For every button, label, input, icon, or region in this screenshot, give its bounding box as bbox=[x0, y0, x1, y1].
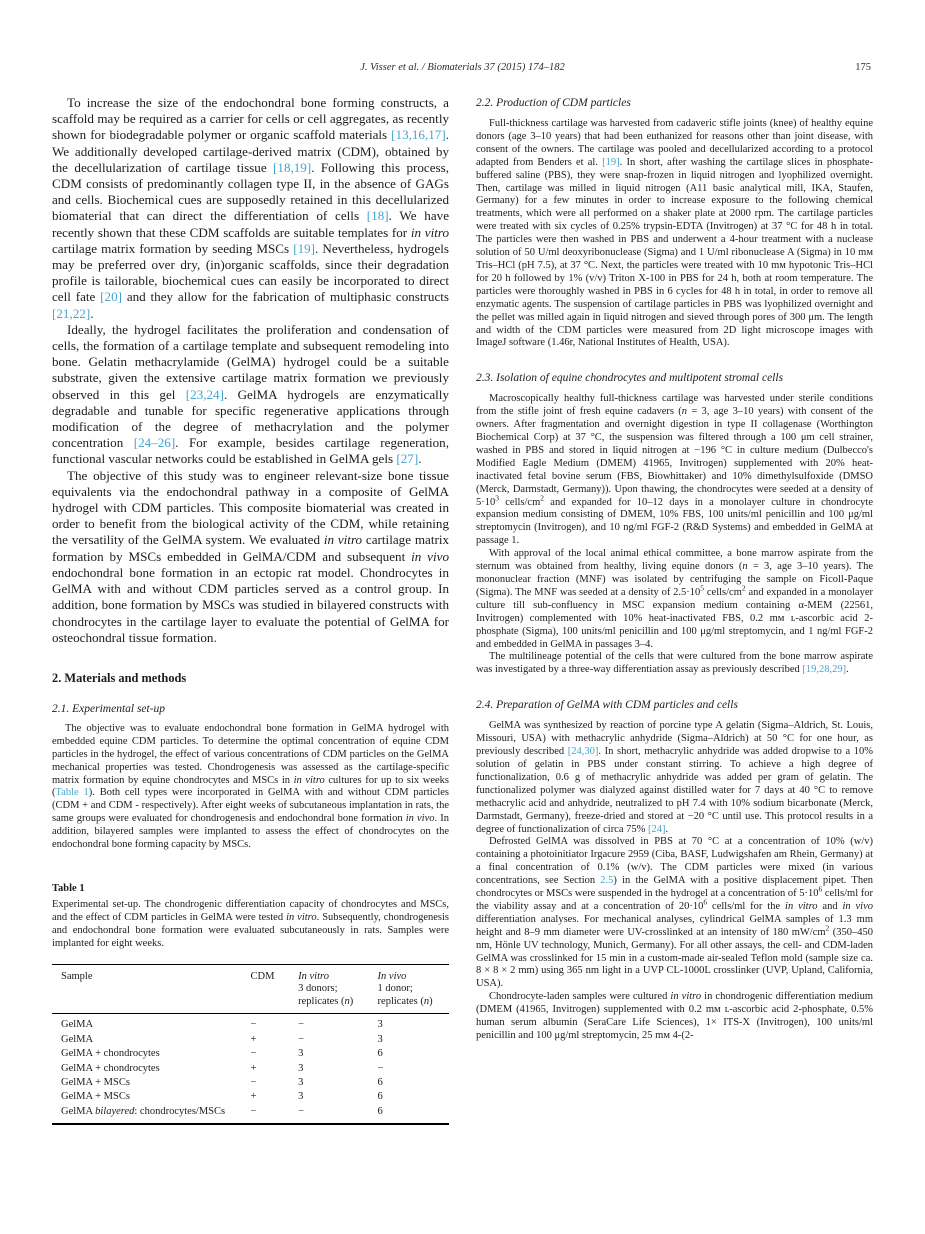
citation-link[interactable]: [24,30] bbox=[567, 746, 599, 758]
table-cell: − bbox=[377, 1062, 384, 1074]
subsection-heading: 2.4. Preparation of GelMA with CDM particles and cells bbox=[476, 699, 738, 712]
subsection-heading-experimental-setup: 2.1. Experimental set-up bbox=[52, 702, 166, 715]
paragraph: The objective of this study was to engineer relevant-size bone tissue equivalents via the endochondral pathway in a composite of GelMA hydrogel with CDM particles. This composite biomaterial was created in order to benefit from the biological activity of the CDM, while retaining the versatility of the GelMA system. We evaluated in vitro cartilage matrix formation by MSCs embedded in GelMA/CDM and subsequent in vivo endochondral bone formation in an ectopic rat model. Chondrocytes in GelMA with and without CDM particles served as a control group. In addition, bone formation by MSCs was studied in bilayered constructs with chondrocytes in the cartilage layer to evaluate the potential of GelMA for osteochondral tissue formation. bbox=[52, 467, 450, 645]
citation-link[interactable]: [18] bbox=[366, 208, 389, 224]
table-row bbox=[52, 1014, 449, 1033]
citation-link[interactable]: [23,24] bbox=[185, 386, 224, 402]
table-cell: 6 bbox=[377, 1105, 383, 1117]
section bbox=[476, 372, 873, 677]
paragraph: Ideally, the hydrogel facilitates the proliferation and condensation of cells, the formation of a cartilage template and subsequent remodeling into bone. Gelatin methacrylamide (GelMA) hydrogel could be a suitable substrate, given the extensive cartilage matrix formation we previously observed in this gel [23,24]. GelMA hydrogels are enzymatically degradable and tunable for specific regenerative applications through modification of the degree of methacrylation and the polymer concentration [24–26]. For example, besides cartilage regeneration, functional vascular networks could be established in GelMA gels [27]. bbox=[52, 321, 449, 467]
table-cell: 6 bbox=[377, 1077, 383, 1088]
table-row bbox=[52, 1062, 449, 1076]
column-header: In vivo 1 donor; replicates (n) bbox=[377, 970, 433, 1007]
paragraph: Chondrocyte-laden samples were cultured in vitro in chondrogenic differentiation medium (DMEM (41965, Invitrogen) supplemented with 0.2 mᴍ ʟ-ascorbic acid 2-phosphate, 0.5% human serum albumin (SeraCare Life Sciences), 1× ITS-X (Invitrogen), 100 units/ml penicillin and 100 μg/ml streptomycin, 25 mᴍ 4-(2- bbox=[476, 991, 874, 1041]
subsection-heading: 2.3. Isolation of equine chondrocytes and multipotent stromal cells bbox=[476, 372, 784, 385]
citation-link[interactable]: [18,19] bbox=[273, 159, 312, 175]
page-number: 175 bbox=[855, 62, 871, 73]
section bbox=[476, 97, 873, 350]
table-cell: − bbox=[298, 1019, 305, 1031]
citation-link[interactable]: [19] bbox=[602, 156, 620, 168]
table-cell: − bbox=[298, 1033, 305, 1045]
paragraph: Full-thickness cartilage was harvested from cadaveric stifle joints (knee) of healthy equine donors (age 3–10 years) that had been euthanized for reasons other than joint disease, with consent of the owners. The cartilage was pooled and decellularized according to a protocol adapted from Benders et al. [19]. In short, after washing the cartilage slices in phosphate-buffered saline (PBS), they were snap-frozen in liquid nitrogen and lyophilized overnight. Then, cartilage was milled in liquid nitrogen (A11 basic analytical mill, IKA, Staufen, Germany) for a few minutes in order to increase exposure to the following chemical treatments, which were all performed on a shaker plate at 2000 rpm. The cartilage particles were treated with six cycles of 0.25% trypsin-EDTA (Invitrogen) at 37 °C for 48 h in total. The particles were then washed in PBS and underwent a 4-hour treatment with a nuclease solution of 50 U/ml deoxyribonuclease (Sigma) and 1 U/ml ribonuclease A (Sigma) in 10 mᴍ Tris–HCl (pH 7.5), at 37 °C. Next, the particles were treated with 10 mᴍ hypotonic Tris–HCl for 20 h followed by 1% (v/v) Triton X-100 in PBS for 24 h, both at room temperature. The particles were thoroughly washed in PBS in 6 cycles for 48 h in total, in order to remove all enzymatic agents. The suspension of cartilage particles in PBS was lyophilized overnight and the pellet was milled again in liquid nitrogen and sieved through pores of 300 μm. The length and width of the CDM particles were measured from 2D light microscope images with ImageJ software (1.46r, National Institutes of Health, USA). bbox=[476, 118, 873, 349]
citation-link[interactable]: [21,22] bbox=[52, 305, 91, 321]
table-row bbox=[52, 1090, 449, 1104]
table-cell: + bbox=[250, 1062, 257, 1074]
section-heading-materials-methods: 2. Materials and methods bbox=[52, 670, 187, 685]
table-row bbox=[52, 1076, 449, 1090]
citation-link[interactable]: 2.5 bbox=[600, 875, 614, 887]
citation-link[interactable]: [20] bbox=[100, 289, 122, 305]
paragraph: GelMA was synthesized by reaction of porcine type A gelatin (Sigma–Aldrich, St. Louis, Missouri, USA) with methacrylic anhydride (Sigma–Aldrich) at 50 °C for one hour, as previously described [24,30]. In short, methacrylic anhydride was added dropwise to a 10% solution of gelatin in PBS under constant stirring. To achieve a high degree of functionalization, 0.6 g of methacrylic anhydride was added per gram of gelatin. The functionalized polymer was dialyzed against distilled water for 7 days at 40 °C to remove methacrylic acid and anhydride, neutralized to pH 7.4 with 10% sodium bicarbonate (Merck, Darmstadt, Germany), freeze-dried and stored at −20 °C until use. This protocol results in a degree of functionalization of circa 75% [24]. bbox=[476, 720, 873, 835]
citation-link[interactable]: Table 1 bbox=[55, 787, 89, 799]
table-body bbox=[52, 1014, 449, 1124]
paragraph: Macroscopically healthy full-thickness cartilage was harvested under sterile conditions from the stifle joint of fresh equine cadavers (n = 3, age 3–10 years) with consent of the owners. After fragmentation and overnight digestion in type II collagenase (Worthington Biochemical Corp) at 37 °C, the suspension was filtered through a 100 μm cell strainer, washed in PBS and stored in liquid nitrogen at −196 °C in culture medium (Dulbecco's Modified Eagle Medium (DMEM) 41965, Invitrogen) supplemented with 20% heat-inactivated fetal bovine serum (FBS, Biowhittaker) and 10% dimethylsulfoxide (DMSO (Merck, Darmstadt, Germany)). Upon thawing, the chondrocytes were seeded at a density of $5\cdot 10^3$ cells/$cm^2$ and expanded for 10–12 days in a monolayer culture in chondrocyte expansion medium consisting of DMEM, 10% FBS, 100 units/ml penicillin and 100 μg/ml streptomycin (Invitrogen), and 10 ng/ml FGF-2 (R&D Systems) and embedded in GelMA at passage 1. bbox=[476, 393, 873, 547]
paragraph: The multilineage potential of the cells that were cultured from the bone marrow aspirate was investigated by a three-way differentiation assay as previously described [19,28,29]. bbox=[476, 651, 873, 676]
table-header bbox=[52, 964, 449, 1014]
table-cell: GelMA bbox=[61, 1033, 94, 1045]
table-cell: 3 bbox=[377, 1033, 383, 1045]
table-row bbox=[52, 1047, 449, 1061]
table-cell: − bbox=[250, 1019, 257, 1031]
section bbox=[476, 699, 873, 1043]
citation-link[interactable]: [24] bbox=[648, 823, 666, 835]
table-cell: GelMA + chondrocytes bbox=[61, 1062, 160, 1074]
table-cell: 3 bbox=[298, 1048, 304, 1060]
citation-link[interactable]: [24–26] bbox=[133, 435, 176, 451]
table-1-block bbox=[52, 883, 449, 1125]
subsection-heading: 2.2. Production of CDM particles bbox=[476, 97, 631, 109]
table-cell: GelMA bilayered: chondrocytes/MSCs bbox=[61, 1105, 226, 1117]
column-header: In vitro 3 donors; replicates (n) bbox=[298, 970, 354, 1007]
table-cell: GelMA + chondrocytes bbox=[61, 1048, 160, 1060]
right-column-sections bbox=[476, 97, 873, 1043]
table-label: Table 1 bbox=[52, 882, 85, 894]
table-cell: 3 bbox=[377, 1019, 383, 1031]
citation-link[interactable]: [19] bbox=[293, 240, 316, 256]
table-cell: − bbox=[250, 1105, 257, 1117]
two-column-body bbox=[52, 95, 873, 1125]
paragraph: Defrosted GelMA was dissolved in PBS at 70 °C at a concentration of 10% (w/v) containing a photoinitiator Irgacure 2959 (Ciba, BASF, Ludwigshafen am Rhein, Germany) at a final concentration of 0.1% (w/v). The CDM particles were mixed (in various concentrations, see Section 2.5) in the GelMA with a positive displacement pipet. Then chondrocytes or MSCs were suspended in the hydrogel at a concentration of $5\cdot 10^6$ cells/ml for the viability assay and at a concentration of $20\cdot 10^6$ cells/ml for the in vitro and in vivo differentiation analyses. For mechanical analyses, cylindrical GelMA samples of 1.3 mm height and 8–9 mm diameter were UV-crosslinked at an intensity of 180 $mW/cm^2$ (350–450 nm, Hönle UV technology, Munich, Germany). For all other assays, the cell- and CDM-laden GelMA was crosslinked for 15 min in a custom-made air-sealed Teflon mold (sample size ca. 8 × 8 × 2 mm) using 365 nm light in a UVP CL-1000L crosslinker (UVP, Upland, California, USA). bbox=[476, 836, 874, 990]
column-header: CDM bbox=[250, 970, 275, 982]
table-cell: 6 bbox=[377, 1091, 383, 1103]
intro-paragraphs bbox=[52, 95, 449, 646]
table-caption: Experimental set-up. The chondrogenic differentiation capacity of chondrocytes and MSCs, and the effect of CDM particles in GelMA were tested in vitro. Subsequently, chondrogenesis and endochondral bone formation were evaluated subcutaneously in rats. Samples were implanted for eight weeks. bbox=[52, 898, 450, 949]
running-head: J. Visser et al. / Biomaterials 37 (2015) 174–182 bbox=[360, 62, 565, 73]
right-column bbox=[476, 95, 873, 1125]
table-cell: GelMA bbox=[61, 1019, 94, 1031]
left-column bbox=[52, 95, 449, 1125]
paragraph: With approval of the local animal ethical committee, a bone marrow aspirate from the sternum was obtained from healthy, living equine donors (n = 3, age 3–10 years). The mononuclear fraction (MNF) was isolated by centrifuging the sample on Ficoll-Paque (Sigma). The MNF was seeded at a density of $2.5\cdot 10^5$ cells/$cm^2$ and expanded in a monolayer culture till sub-confluency in MSC expansion medium containing α-MEM (22561, Invitrogen) complemented with 10% heat-inactivated FBS, 0.2 mᴍ ʟ-ascorbic acid 2-phosphate (Sigma), 100 units/ml penicillin and 100 μg/ml streptomycin, and 1 ng/ml FGF-2 and embedded in GelMA in passages 3–4. bbox=[476, 548, 873, 650]
table-cell: GelMA + MSCs bbox=[61, 1091, 130, 1103]
table-cell: GelMA + MSCs bbox=[61, 1077, 130, 1088]
table-cell: + bbox=[250, 1091, 257, 1103]
table-cell: 3 bbox=[298, 1062, 304, 1074]
page-header bbox=[52, 62, 873, 78]
table-cell: − bbox=[298, 1105, 305, 1117]
citation-link[interactable]: [27] bbox=[396, 451, 419, 467]
table-cell: − bbox=[250, 1048, 257, 1060]
table-header-row bbox=[52, 964, 449, 1014]
paragraph: The objective was to evaluate endochondral bone formation in GelMA hydrogel with embedded equine CDM particles. To determine the optimal concentration of equine CDM particles in the hydrogel, the effect of various concentrations of CDM particles on the GelMA mechanical properties was tested. Chondrogenesis was assessed as the cartilage-specific matrix formation by equine chondrocytes and MSCs in in vitro cultures for up to six weeks (Table 1). Both cell types were incorporated in GelMA with and without CDM particles (CDM + and CDM - respectively). After eight weeks of subcutaneous implantation in rats, the same groups were evaluated for chondrogenesis and endochondral bone formation in vivo. In addition, bilayered samples were implanted to assess the effect of chondrocytes on the endochondral bone forming capacity by MSCs. bbox=[52, 722, 450, 851]
table-cell: 6 bbox=[377, 1048, 383, 1060]
table-cell: − bbox=[250, 1077, 257, 1088]
table-row bbox=[52, 1105, 449, 1124]
citation-link[interactable]: [13,16,17] bbox=[391, 127, 446, 143]
paragraph: To increase the size of the endochondral bone forming constructs, a scaffold may be required as a carrier for cells or cell aggregates, as recently shown for biodegradable polymer or organic scaffold materials [13,16,17]. We additionally developed cartilage-derived matrix (CDM), obtained by the decellularization of cartilage tissue [18,19]. Following this process, CDM consists of predominantly collagen type II, in the absence of GAGs and cells. Biochemical cues are supposedly retained in this decellularized biomaterial that can direct the differentiation of cells [18]. We have recently shown that these CDM scaffolds are suitable templates for in vitro cartilage matrix formation by seeding MSCs [19]. Nevertheless, hydrogels may be preferred over dry, (in)organic scaffolds, since their degradation profile is tailorable, biochemical cues can easily be incorporated to direct cell fate [20] and they allow for the fabrication of multiphasic constructs [21,22]. bbox=[52, 95, 449, 321]
table-cell: 3 bbox=[298, 1091, 304, 1103]
table-row bbox=[52, 1033, 449, 1047]
table-cell: + bbox=[250, 1033, 257, 1045]
column-header: Sample bbox=[61, 970, 93, 982]
citation-link[interactable]: [19,28,29] bbox=[802, 664, 847, 676]
table-1 bbox=[52, 964, 449, 1126]
table-cell: 3 bbox=[298, 1077, 304, 1088]
